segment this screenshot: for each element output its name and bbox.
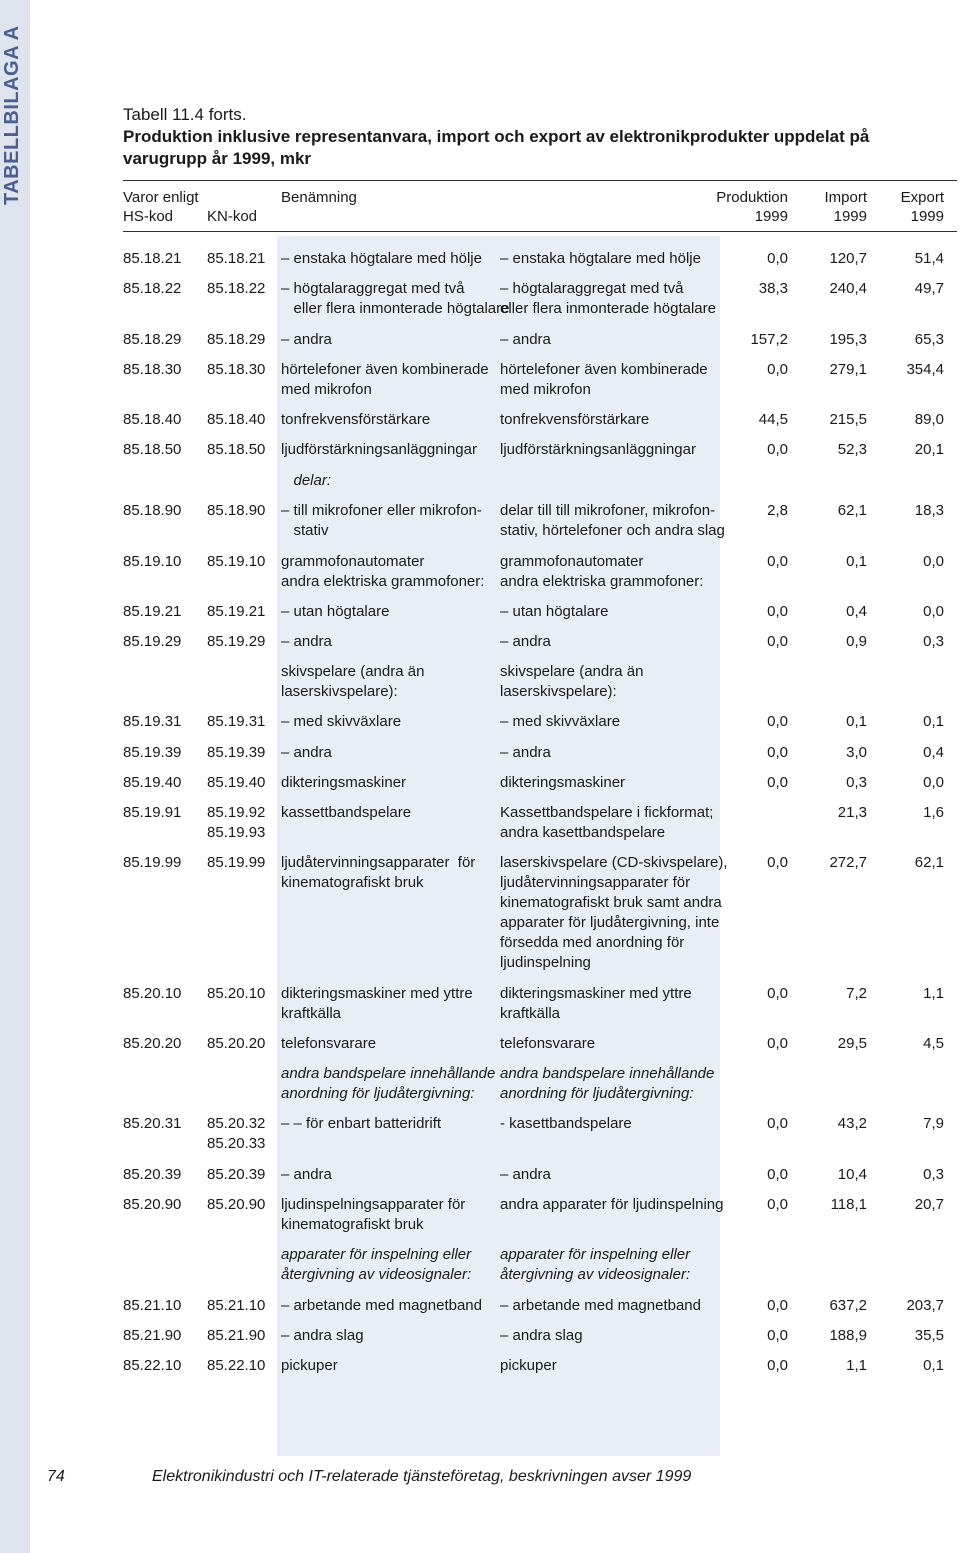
cell-en: andra bandspelare innehållande anordning för ljudåtergivning: <box>500 1065 715 1102</box>
sidebar <box>0 0 30 1553</box>
cell-kn: 85.20.32 85.20.33 <box>207 1115 266 1152</box>
cell-hs: 85.21.10 <box>123 1297 182 1314</box>
cell-kn: 85.19.31 <box>207 713 266 730</box>
cell-en: – arbetande med magnetband <box>500 1297 701 1314</box>
column-header-kn: KN-kod <box>207 208 258 225</box>
cell-hs: 85.19.29 <box>123 633 182 650</box>
cell-prod: 157,2 <box>750 331 788 348</box>
cell-sv: dikteringsmaskiner med yttre kraftkälla <box>281 985 473 1022</box>
cell-hs: 85.18.21 <box>123 250 182 267</box>
cell-hs: 85.22.10 <box>123 1357 182 1374</box>
cell-exp: 89,0 <box>914 411 944 428</box>
cell-kn: 85.22.10 <box>207 1357 266 1374</box>
cell-imp: 21,3 <box>837 804 867 821</box>
cell-sv: delar: <box>281 472 332 489</box>
footer-text: Elektronikindustri och IT-relaterade tjänsteföretag, beskrivningen avser 1999 <box>152 1468 692 1485</box>
cell-en: delar till till mikrofoner, mikrofon- stativ, hörtelefoner och andra slag <box>500 502 725 539</box>
cell-prod: 0,0 <box>767 1115 788 1132</box>
cell-prod: 0,0 <box>767 1297 788 1314</box>
cell-prod: 0,0 <box>767 553 788 570</box>
cell-imp: 188,9 <box>829 1327 867 1344</box>
cell-hs: 85.20.90 <box>123 1196 182 1213</box>
column-header-benamning: Benämning <box>281 189 357 206</box>
cell-exp: 0,0 <box>923 553 944 570</box>
cell-exp: 65,3 <box>914 331 944 348</box>
cell-sv: tonfrekvensförstärkare <box>281 411 431 428</box>
cell-prod: 2,8 <box>767 502 788 519</box>
cell-en: telefonsvarare <box>500 1035 596 1052</box>
cell-en: – andra <box>500 744 551 761</box>
cell-imp: 10,4 <box>837 1166 867 1183</box>
cell-exp: 49,7 <box>914 280 944 297</box>
cell-en: hörtelefoner även kombinerade med mikrofon <box>500 361 708 398</box>
cell-kn: 85.20.20 <box>207 1035 266 1052</box>
cell-en: - kasettbandspelare <box>500 1115 632 1132</box>
cell-imp: 0,1 <box>846 713 867 730</box>
column-header-export-year: 1999 <box>910 208 944 225</box>
cell-sv: ljudförstärkningsanläggningar <box>281 441 477 458</box>
cell-exp: 1,6 <box>923 804 944 821</box>
cell-sv: hörtelefoner även kombinerade med mikrofon <box>281 361 489 398</box>
cell-sv: grammofonautomater andra elektriska grammofoner: <box>281 553 485 590</box>
cell-exp: 7,9 <box>923 1115 944 1132</box>
table-top-rule <box>123 180 957 181</box>
cell-hs: 85.19.31 <box>123 713 182 730</box>
cell-hs: 85.21.90 <box>123 1327 182 1344</box>
column-header-import-year: 1999 <box>833 208 867 225</box>
cell-hs: 85.18.50 <box>123 441 182 458</box>
cell-prod: 0,0 <box>767 250 788 267</box>
cell-hs: 85.19.21 <box>123 603 182 620</box>
cell-en: laserskivspelare (CD-skivspelare), ljudåtervinningsapparater för kinematografiskt bruk samt andra apparater för ljudåtergivning, inte försedda med anordning för ljudinspelning <box>500 854 728 971</box>
cell-exp: 0,1 <box>923 1357 944 1374</box>
cell-imp: 195,3 <box>829 331 867 348</box>
cell-kn: 85.18.21 <box>207 250 266 267</box>
cell-en: dikteringsmaskiner <box>500 774 626 791</box>
cell-imp: 0,9 <box>846 633 867 650</box>
cell-prod: 0,0 <box>767 1357 788 1374</box>
cell-prod: 0,0 <box>767 1035 788 1052</box>
cell-exp: 51,4 <box>914 250 944 267</box>
cell-hs: 85.19.40 <box>123 774 182 791</box>
cell-sv: – enstaka högtalare med hölje <box>281 250 482 267</box>
cell-hs: 85.18.29 <box>123 331 182 348</box>
cell-en: – andra <box>500 1166 551 1183</box>
cell-sv: andra bandspelare innehållande anordning för ljudåtergivning: <box>281 1065 496 1102</box>
table-title-line-1: Produktion inklusive representanvara, import och export av elektronikprodukter uppdelat på <box>123 127 870 146</box>
cell-sv: – andra slag <box>281 1327 364 1344</box>
cell-kn: 85.18.30 <box>207 361 266 378</box>
cell-prod: 38,3 <box>758 280 788 297</box>
cell-imp: 7,2 <box>846 985 867 1002</box>
table-header-rule <box>123 231 957 232</box>
cell-sv: – högtalaraggregat med två eller flera inmonterade högtalare <box>281 280 510 317</box>
cell-sv: – andra <box>281 744 332 761</box>
cell-hs: 85.18.90 <box>123 502 182 519</box>
table-number: Tabell 11.4 forts. <box>123 105 247 124</box>
cell-sv: – andra <box>281 331 332 348</box>
cell-exp: 35,5 <box>914 1327 944 1344</box>
cell-exp: 4,5 <box>923 1035 944 1052</box>
cell-en: skivspelare (andra än laserskivspelare): <box>500 663 644 700</box>
cell-imp: 1,1 <box>846 1357 867 1374</box>
column-header-export: Export <box>900 189 944 206</box>
cell-prod: 0,0 <box>767 744 788 761</box>
cell-sv: ljudåtervinningsapparater för kinematografiskt bruk <box>281 854 476 891</box>
cell-sv: telefonsvarare <box>281 1035 377 1052</box>
cell-en: andra apparater för ljudinspelning <box>500 1196 724 1213</box>
cell-imp: 240,4 <box>829 280 867 297</box>
cell-hs: 85.20.39 <box>123 1166 182 1183</box>
cell-sv: – andra <box>281 1166 332 1183</box>
cell-sv: skivspelare (andra än laserskivspelare): <box>281 663 425 700</box>
cell-exp: 0,3 <box>923 633 944 650</box>
cell-imp: 52,3 <box>837 441 867 458</box>
cell-exp: 20,1 <box>914 441 944 458</box>
cell-prod: 0,0 <box>767 854 788 871</box>
page-number: 74 <box>47 1468 65 1485</box>
cell-prod: 0,0 <box>767 441 788 458</box>
cell-en: tonfrekvensförstärkare <box>500 411 650 428</box>
cell-sv: – andra <box>281 633 332 650</box>
table-title-line-2: varugrupp år 1999, mkr <box>123 149 312 168</box>
cell-hs: 85.20.10 <box>123 985 182 1002</box>
cell-imp: 118,1 <box>830 1196 867 1213</box>
cell-imp: 272,7 <box>829 854 867 871</box>
cell-kn: 85.21.90 <box>207 1327 266 1344</box>
cell-hs: 85.20.31 <box>123 1115 182 1132</box>
cell-kn: 85.19.21 <box>207 603 266 620</box>
cell-imp: 0,3 <box>846 774 867 791</box>
cell-imp: 120,7 <box>829 250 867 267</box>
table-header <box>123 104 943 170</box>
cell-en: dikteringsmaskiner med yttre kraftkälla <box>500 985 692 1022</box>
cell-kn: 85.18.22 <box>207 280 266 297</box>
column-header-hs-line2: HS-kod <box>123 208 174 225</box>
cell-exp: 0,1 <box>923 713 944 730</box>
cell-kn: 85.20.90 <box>207 1196 266 1213</box>
cell-imp: 29,5 <box>837 1035 867 1052</box>
cell-imp: 43,2 <box>837 1115 867 1132</box>
cell-hs: 85.19.91 <box>123 804 182 821</box>
cell-prod: 0,0 <box>767 633 788 650</box>
cell-kn: 85.18.40 <box>207 411 266 428</box>
cell-imp: 0,1 <box>846 553 867 570</box>
cell-exp: 20,7 <box>914 1196 944 1213</box>
column-header-produktion-year: 1999 <box>754 208 788 225</box>
cell-kn: 85.20.10 <box>207 985 266 1002</box>
cell-en: – utan högtalare <box>500 603 609 620</box>
cell-sv: – arbetande med magnetband <box>281 1297 482 1314</box>
cell-kn: 85.19.40 <box>207 774 266 791</box>
cell-sv: – med skivväxlare <box>281 713 402 730</box>
cell-sv: dikteringsmaskiner <box>281 774 407 791</box>
cell-prod: 0,0 <box>767 1196 788 1213</box>
cell-prod: 0,0 <box>767 1166 788 1183</box>
cell-kn: 85.19.92 85.19.93 <box>207 804 266 841</box>
cell-sv: apparater för inspelning eller återgivning av videosignaler: <box>281 1246 472 1283</box>
cell-imp: 279,1 <box>829 361 867 378</box>
cell-kn: 85.21.10 <box>207 1297 266 1314</box>
cell-hs: 85.19.10 <box>123 553 182 570</box>
cell-en: – andra slag <box>500 1327 583 1344</box>
cell-hs: 85.18.30 <box>123 361 182 378</box>
cell-sv: pickuper <box>281 1357 338 1374</box>
cell-sv: – utan högtalare <box>281 603 390 620</box>
cell-sv: – till mikrofoner eller mikrofon- stativ <box>281 502 482 539</box>
cell-hs: 85.20.20 <box>123 1035 182 1052</box>
cell-en: – högtalaraggregat med två eller flera inmonterade högtalare <box>500 280 716 317</box>
cell-kn: 85.19.39 <box>207 744 266 761</box>
cell-kn: 85.19.29 <box>207 633 266 650</box>
cell-en: Kassettbandspelare i fickformat; andra kasettbandspelare <box>500 804 714 841</box>
column-header-hs-line1: Varor enligt <box>123 189 199 206</box>
cell-imp: 215,5 <box>829 411 867 428</box>
cell-exp: 0,0 <box>923 774 944 791</box>
cell-prod: 0,0 <box>767 713 788 730</box>
cell-exp: 203,7 <box>906 1297 944 1314</box>
cell-sv: – – för enbart batteridrift <box>281 1115 442 1132</box>
cell-prod: 0,0 <box>767 1327 788 1344</box>
cell-hs: 85.19.39 <box>123 744 182 761</box>
cell-en: – andra <box>500 633 551 650</box>
sidebar-label: TABELLBILAGA A <box>1 25 23 205</box>
cell-kn: 85.19.99 <box>207 854 266 871</box>
cell-exp: 62,1 <box>914 854 944 871</box>
cell-prod: 0,0 <box>767 361 788 378</box>
cell-exp: 0,0 <box>923 603 944 620</box>
cell-en: apparater för inspelning eller återgivning av videosignaler: <box>500 1246 691 1283</box>
cell-prod: 0,0 <box>767 603 788 620</box>
cell-sv: ljudinspelningsapparater för kinematografiskt bruk <box>281 1196 466 1233</box>
cell-exp: 18,3 <box>914 502 944 519</box>
cell-prod: 0,0 <box>767 774 788 791</box>
cell-en: – enstaka högtalare med hölje <box>500 250 701 267</box>
cell-en: pickuper <box>500 1357 557 1374</box>
cell-en: grammofonautomater andra elektriska grammofoner: <box>500 553 704 590</box>
cell-exp: 0,4 <box>923 744 944 761</box>
column-header-import: Import <box>824 189 867 206</box>
cell-kn: 85.18.50 <box>207 441 266 458</box>
cell-kn: 85.19.10 <box>207 553 266 570</box>
cell-hs: 85.19.99 <box>123 854 182 871</box>
cell-hs: 85.18.40 <box>123 411 182 428</box>
cell-imp: 62,1 <box>837 502 867 519</box>
cell-exp: 1,1 <box>923 985 944 1002</box>
cell-exp: 354,4 <box>906 361 944 378</box>
cell-imp: 0,4 <box>846 603 867 620</box>
column-header-produktion: Produktion <box>716 189 788 206</box>
cell-kn: 85.20.39 <box>207 1166 266 1183</box>
cell-imp: 637,2 <box>829 1297 867 1314</box>
cell-en: – andra <box>500 331 551 348</box>
cell-exp: 0,3 <box>923 1166 944 1183</box>
cell-hs: 85.18.22 <box>123 280 182 297</box>
cell-prod: 44,5 <box>758 411 788 428</box>
cell-en: – med skivväxlare <box>500 713 621 730</box>
cell-en: ljudförstärkningsanläggningar <box>500 441 696 458</box>
cell-sv: kassettbandspelare <box>281 804 412 821</box>
cell-prod: 0,0 <box>767 985 788 1002</box>
cell-kn: 85.18.90 <box>207 502 266 519</box>
cell-imp: 3,0 <box>846 744 867 761</box>
cell-kn: 85.18.29 <box>207 331 266 348</box>
